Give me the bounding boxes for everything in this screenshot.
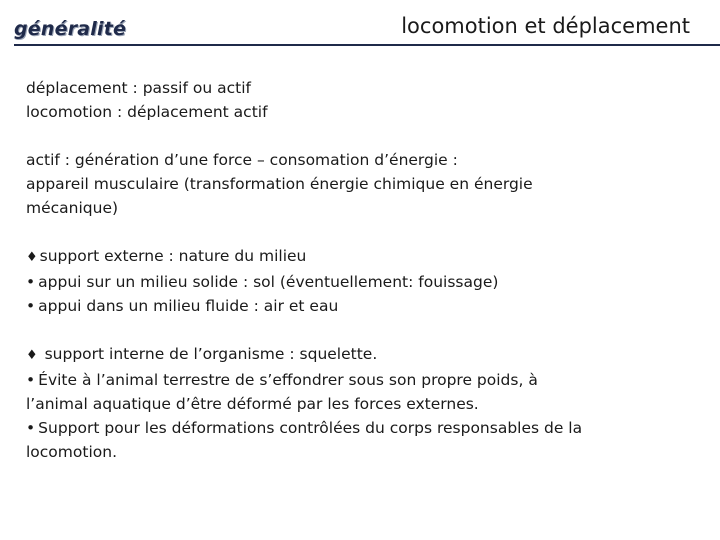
bullet-icon: • xyxy=(26,273,36,291)
support-interne-block xyxy=(26,342,696,464)
support-interne-heading xyxy=(26,342,696,368)
support-interne-item-1-line-2: l’animal aquatique d’être déformé par les forces externes. xyxy=(26,395,479,413)
support-externe-item-fluide-text: appui dans un milieu fluide : air et eau xyxy=(38,297,339,315)
support-interne-item-2-text: Support pour les déformations contrôlées du corps responsables de la xyxy=(38,419,583,437)
definition-locomotion: locomotion : déplacement actif xyxy=(26,103,268,121)
support-interne-heading-text: support interne de l’organisme : squelette. xyxy=(39,345,378,363)
slide-title: locomotion et déplacement xyxy=(401,14,690,38)
diamond-icon: ♦ xyxy=(26,348,38,363)
support-externe-block xyxy=(26,244,696,318)
definition-deplacement: déplacement : passif ou actif xyxy=(26,79,251,97)
header-divider xyxy=(14,44,720,46)
support-externe-item-solide xyxy=(26,270,696,294)
bullet-icon: • xyxy=(26,419,36,437)
support-externe-item-fluide xyxy=(26,294,696,318)
support-externe-heading xyxy=(26,244,696,270)
definitions-block xyxy=(26,76,696,124)
support-externe-item-solide-text: appui sur un milieu solide : sol (éventuellement: fouissage) xyxy=(38,273,499,291)
slide-content xyxy=(26,76,696,488)
bullet-icon: • xyxy=(26,297,36,315)
support-interne-item-2-line-1 xyxy=(26,416,696,440)
actif-line-3: mécanique) xyxy=(26,199,119,217)
support-interne-item-2-line-2: locomotion. xyxy=(26,443,117,461)
diamond-icon: ♦ xyxy=(26,250,38,265)
support-externe-heading-text: support externe : nature du milieu xyxy=(39,247,307,265)
section-title: généralité xyxy=(14,18,127,40)
actif-line-2: appareil musculaire (transformation énergie chimique en énergie xyxy=(26,175,533,193)
bullet-icon: • xyxy=(26,371,36,389)
actif-block xyxy=(26,148,696,220)
slide-header xyxy=(0,0,720,48)
actif-line-1: actif : génération d’une force – consomation d’énergie : xyxy=(26,151,458,169)
support-interne-item-1-line-1 xyxy=(26,368,696,392)
support-interne-item-1-text: Évite à l’animal terrestre de s’effondrer sous son propre poids, à xyxy=(38,371,538,389)
